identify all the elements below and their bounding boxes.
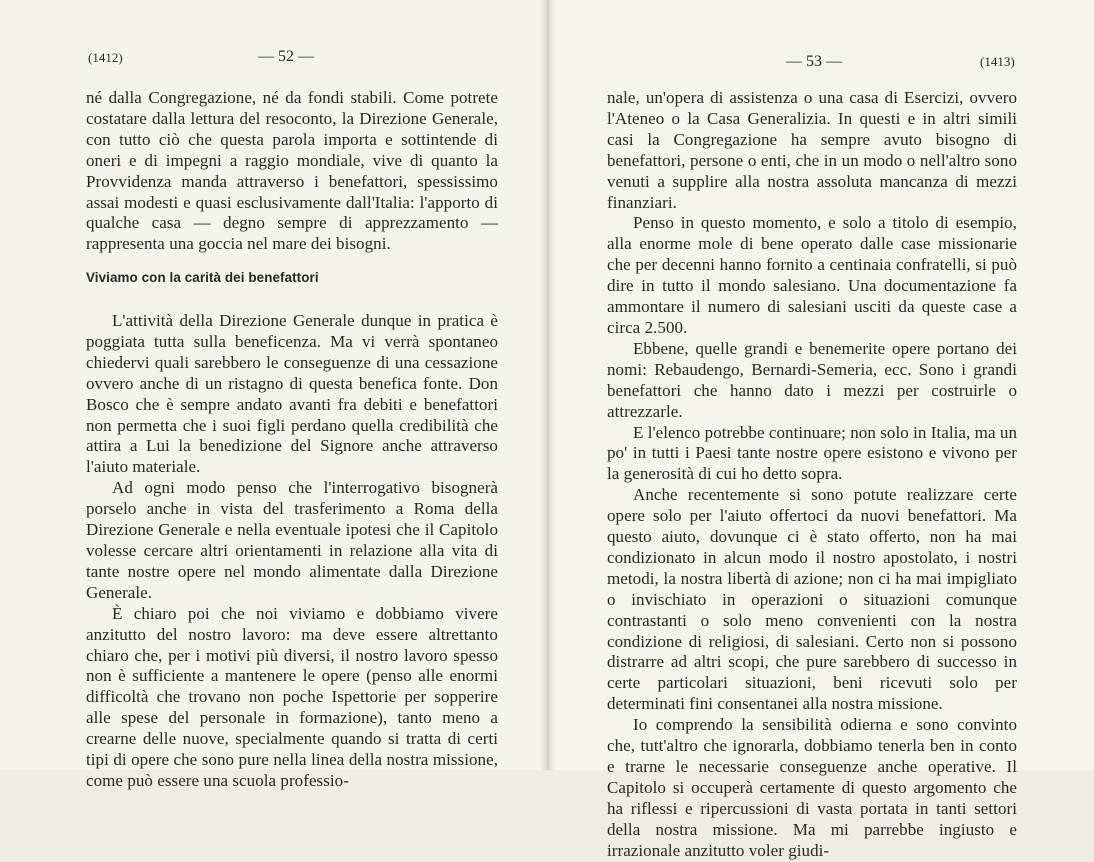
- book-gutter: [540, 0, 556, 770]
- page-code: (1412): [88, 50, 123, 65]
- page-code: (1413): [980, 54, 1015, 69]
- body-text-section: [86, 311, 498, 792]
- paragraph: L'attività della Direzione Generale dunque in pratica è poggiata tutta sulla beneficenza. Ma vi verrà spontaneo chiedervi quali sarebbero le conseguenze di una cessazione ovvero anche di un ristagno di questa benefica fonte. Don Bosco che è sempre andato avanti fra debiti e benefattori non permetta che i suoi figli perdano quella credibilità che attira a Lui la benedizione del Signore anche attraverso l'aiuto materiale.: [86, 311, 498, 477]
- body-text-top: [86, 88, 498, 255]
- paragraph: Ad ogni modo penso che l'interrogativo bisognerà porselo anche in vista del trasferimento a Roma della Direzione Generale e nella eventuale ipotesi che il Capitolo volesse cercare altri orientamenti in relazione alla vita di tante nostre opere nel mondo alimentate dalla Direzione Generale.: [86, 478, 498, 602]
- paragraph: nale, un'opera di assistenza o una casa di Esercizi, ovvero l'Ateneo o la Casa Generalizia. In questi e in altri simili casi la Congregazione ha sempre avuto bisogno di benefattori, persone o enti, che in un modo o nell'altro sono venuti a supplire alla nostra assoluta mancanza di mezzi finanziari.: [607, 88, 1017, 212]
- page-number: — 53 —: [786, 53, 842, 70]
- left-page: [0, 0, 548, 790]
- body-text: [607, 88, 1017, 862]
- right-page: [548, 0, 1094, 860]
- paragraph: Penso in questo momento, e solo a titolo di esempio, alla enorme mole di bene operato dalle case missionarie che per decenni hanno fornito a centinaia confratelli, si può dire in tutto il mondo salesiano. Una documentazione fa ammontare il numero di salesiani usciti da queste case a circa 2.500.: [607, 213, 1017, 337]
- paragraph: Anche recentemente si sono potute realizzare certe opere solo per l'aiuto offertoci da nuovi benefattori. Ma questo aiuto, dovunque ci è stato offerto, non ha mai condizionato in alcun modo il nostro apostolato, i nostri metodi, la nostra libertà di azione; non ci ha mai impigliato o invischiato in operazioni o situazioni comunque contrastanti o solo meno convenienti con la nostra condizione di religiosi, di salesiani. Certo non si possono distrarre ad altri scopi, che pure sarebbero di successo in certe particolari situazioni, beni ricevuti solo per determinati fini consentanei alla nostra missione.: [607, 485, 1017, 714]
- paragraph: né dalla Congregazione, né da fondi stabili. Come potrete costatare dalla lettura del resoconto, la Direzione Generale, con tutto ciò che questa parola importa e sottintende di oneri e di impegni a raggio mondiale, vive di quanto la Provvidenza manda attraverso i benefattori, spessissimo assai modesti e quasi esclusivamente dall'Italia: l'apporto di qualche casa — degno sempre di apprezzamento — rappresenta una goccia nel mare dei bisogni.: [86, 88, 498, 254]
- paragraph: Io comprendo la sensibilità odierna e sono convinto che, tutt'altro che ignorarla, dobbiamo tenerla ben in conto e trarne le necessarie conseguenze anche operative. Il Capitolo si occuperà certamente di questo argomento che ha riflessi e ripercussioni di vasta portata in tanti settori della nostra missione. Ma mi parrebbe ingiusto e irrazionale anzitutto voler giudi-: [607, 715, 1017, 860]
- paragraph: Ebbene, quelle grandi e benemerite opere portano dei nomi: Rebaudengo, Bernardi-Semeria, ecc. Sono i grandi benefattori che hanno dato i mezzi per costruirle o attrezzarle.: [607, 338, 1017, 421]
- page-number: — 52 —: [258, 48, 314, 65]
- section-heading: Viviamo con la carità dei benefattori: [86, 270, 319, 285]
- paragraph: È chiaro poi che noi viviamo e dobbiamo vivere anzitutto del nostro lavoro: ma deve essere altrettanto chiaro che, per i motivi più diversi, il nostro lavoro spesso non è sufficiente a mantenere le opere (penso alle enormi difficoltà che trovano non poche Ispettorie per sopperire alle spese del personale in formazione), tanto meno a crearne delle nuove, specialmente quando si tratta di certi tipi di opere che sono pure nella linea della nostra missione, come può essere una scuola professio-: [86, 603, 498, 790]
- paragraph: E l'elenco potrebbe continuare; non solo in Italia, ma un po' in tutti i Paesi tante nostre opere esistono e vivono per la generosità di cui ho detto sopra.: [607, 422, 1017, 484]
